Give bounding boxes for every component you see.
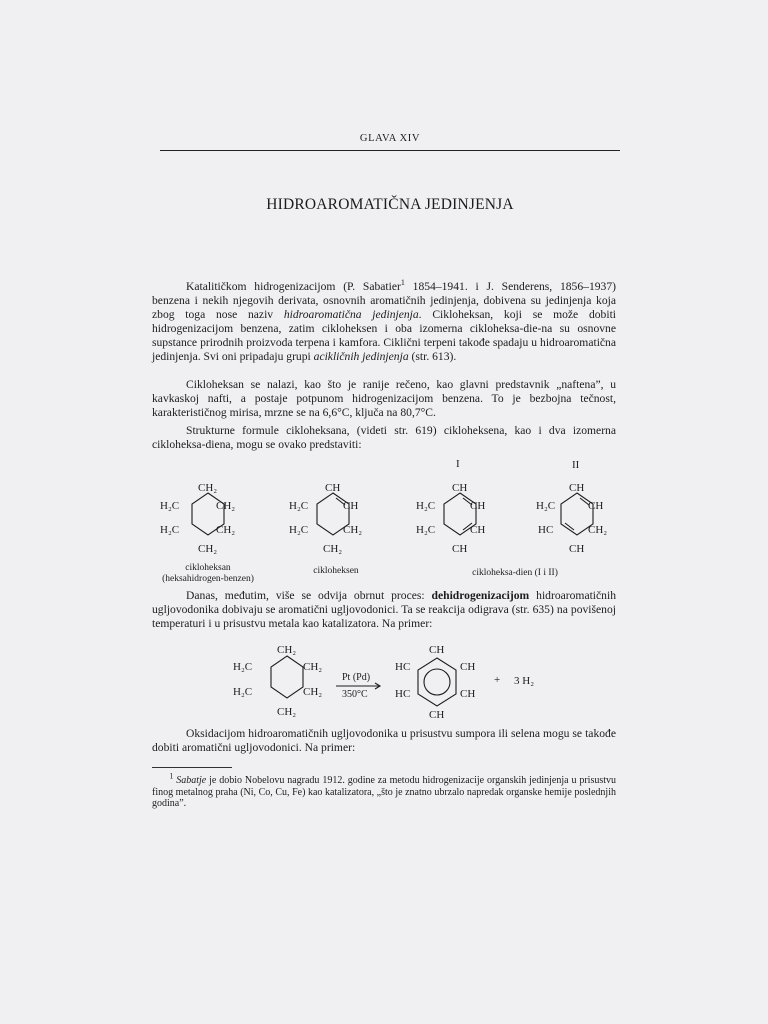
chem-label: CH: [452, 543, 468, 555]
caption-cyclohexene: cikloheksen: [313, 566, 359, 576]
chem-label: H₂C: [416, 524, 436, 536]
chem-label: HC: [395, 661, 411, 673]
chem-label: HC: [395, 688, 411, 700]
chem-label: CH: [470, 524, 486, 536]
hydrogen-byproduct: 3 H₂: [514, 675, 535, 687]
chem-label: CH₂: [277, 706, 297, 718]
chem-label: CH: [429, 644, 445, 656]
benzene-ring: [418, 658, 456, 706]
chem-label: CH₂: [343, 524, 363, 536]
chem-label: CH: [588, 500, 604, 512]
chem-label: CH: [429, 709, 445, 721]
paragraph-cyclohexane: Cikloheksan se nalazi, kao što je ranije rečeno, kao glavni predstavnik „naftena”, u kavkaskoj nafti, a postaje potpunom hidrogenizacijom benzena. To je bezbojna tečnost, karakterističnog mirisa, mrzne se na 6,6°C, ključa na 80,7°C.: [152, 378, 616, 420]
chem-label: CH₂: [216, 500, 236, 512]
chem-label: CH: [569, 482, 585, 494]
plus-sign: +: [494, 674, 501, 686]
chapter-header: GLAVA XIV: [359, 133, 421, 144]
paragraph-dehydrogenation: Danas, međutim, više se odvija obrnut proces: dehidrogenizacijom hidroaromatičnih ugljovodonika dobivaju se aromatični ugljovodonici. Ta se reakcija odigrava (str. 635) na povišenoj temperaturi i u prisustvu metala kao katalizatora. Na primer:: [152, 589, 616, 631]
chem-label: CH: [460, 688, 476, 700]
paragraph-intro: Katalitičkom hidrogenizacijom (P. Sabatier$^1$ 1854–1941. i J. Senderens, 1856–1937) benzena i nekih njegovih derivata, osnovnih aromatičnih jedinjenja, dobivena su jedinjenja koja zbog toga nose naziv hidroaromatična jedinjenja. Cikloheksan, koji se može dobiti hidrogenizacijom benzena, zatim cikloheksen i oba izomerna cikloheksa-die-na su osnovne supstance prirodnih proizvoda terpena i kamfora. Ciklični terpeni takođe spadaju u hidroaromatična jedinjenja. Svi oni pripadaju grupi acikličnih jedinjenja (str. 613).: [152, 278, 617, 364]
footnote-text: je dobio Nobelovu nagradu 1912. godine za metodu hidrogenizacije organskih jedinjenja u prisustvu finog metalnog praha (Ni, Co, Cu, Fe) kao katalizatora, „što je znatno ubrzalo napredak organske hemije poslednjih godina”.: [152, 775, 617, 809]
chem-label: CH₂: [198, 543, 218, 555]
chem-label: CH₂: [198, 482, 218, 494]
page-title: HIDROAROMATIČNA JEDINJENJA: [266, 196, 514, 213]
reactant-ring: [271, 656, 303, 698]
footnote-mark: 1: [169, 771, 174, 781]
chem-label: CH: [569, 543, 585, 555]
chem-label: H₂C: [233, 661, 253, 673]
chem-label: CH₂: [216, 524, 236, 536]
chem-label: H₂C: [536, 500, 556, 512]
chem-label: CH₂: [303, 686, 323, 698]
chem-label: H₂C: [289, 500, 309, 512]
chem-label: CH: [452, 482, 468, 494]
label-isomer-i: I: [456, 458, 460, 470]
chem-label: CH₂: [588, 524, 608, 536]
footnote-name: Sabatje: [176, 775, 207, 786]
caption-cyclohexane: cikloheksan (heksahidrogen-benzen): [162, 563, 254, 584]
chem-label: CH: [460, 661, 476, 673]
chem-label: CH₂: [323, 543, 343, 555]
chem-label: H₂C: [416, 500, 436, 512]
label-isomer-ii: II: [572, 459, 580, 471]
chem-label: CH: [343, 500, 359, 512]
footnote-ref[interactable]: 1: [400, 278, 405, 288]
chem-label: CH₂: [303, 661, 323, 673]
chem-label: H₂C: [160, 500, 180, 512]
chem-label: HC: [538, 524, 554, 536]
paragraph-oxidation: Oksidacijom hidroaromatičnih ugljovodonika u prisustvu sumpora ili selena mogu se takođe dobiti aromatični ugljovodonici. Na primer:: [152, 727, 616, 755]
paragraph-structures: Strukturne formule cikloheksana, (videti str. 619) cikloheksena, kao i dva izomerna cikloheksa-diena, mogu se ovako predstaviti:: [152, 424, 616, 452]
chem-label: CH: [470, 500, 486, 512]
chem-label: H₂C: [160, 524, 180, 536]
reaction-catalyst: Pt (Pd): [342, 672, 371, 683]
chem-label: CH₂: [277, 644, 297, 656]
reaction-temperature: 350°C: [342, 689, 368, 700]
chem-label: CH: [325, 482, 341, 494]
footnote-rule: [152, 767, 232, 768]
chem-label: H₂C: [233, 686, 253, 698]
caption-diene: cikloheksa-dien (I i II): [472, 568, 558, 578]
footnote: [152, 771, 617, 810]
chem-label: H₂C: [289, 524, 309, 536]
